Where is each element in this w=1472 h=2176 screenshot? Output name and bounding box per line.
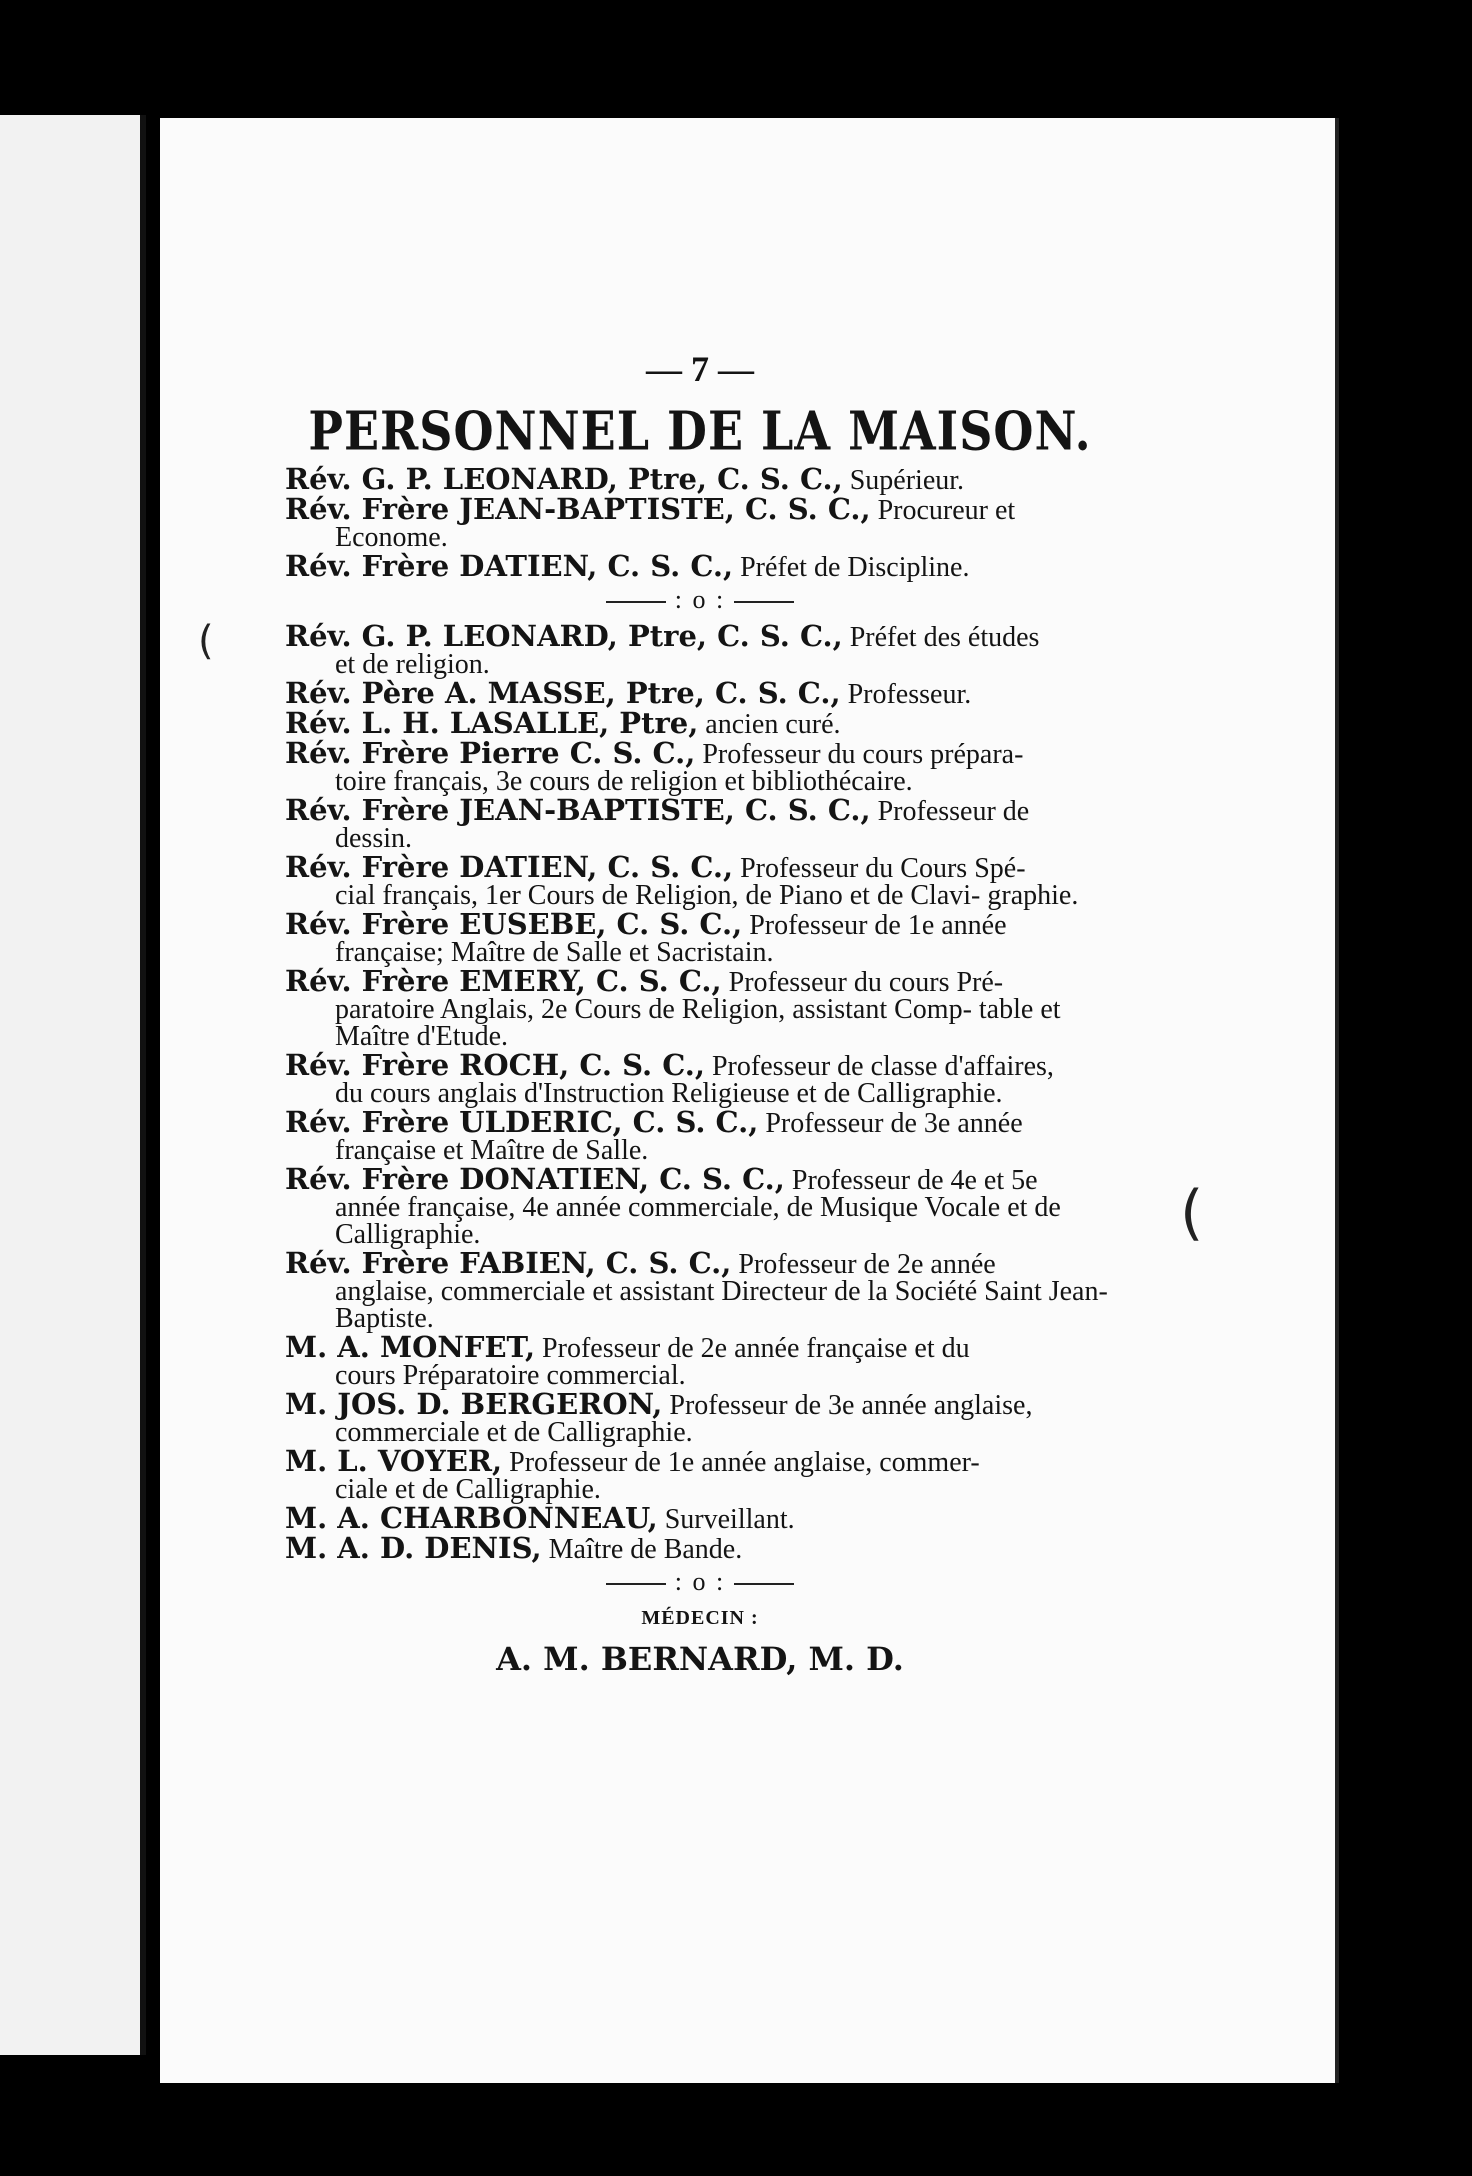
staff-name: Rév. G. P. LEONARD, Ptre, C. S. C., — [285, 619, 843, 653]
staff-role: Préfet des études — [842, 622, 1040, 653]
staff-role-continued: et de religion. — [335, 649, 490, 680]
staff-name: M. A. CHARBONNEAU, — [285, 1501, 658, 1535]
staff-role-continued: paratoire Anglais, 2e Cours de Religion, assistant Comp- table et Maître d'Etude. — [335, 994, 1061, 1052]
margin-pen-mark: ( — [198, 618, 214, 664]
staff-role: Préfet de Discipline. — [733, 552, 970, 583]
staff-role-continued: française et Maître de Salle. — [335, 1135, 649, 1166]
staff-role: Professeur du Cours Spé- — [733, 853, 1026, 884]
staff-role: Professeur de — [870, 796, 1030, 827]
staff-name: M. JOS. D. BERGERON, — [285, 1387, 663, 1421]
margin-pen-mark: ( — [1180, 1178, 1204, 1248]
staff-name: Rév. Frère DATIEN, C. S. C., — [285, 850, 734, 884]
staff-role: Supérieur. — [842, 465, 965, 496]
staff-list — [285, 619, 1115, 1565]
staff-name: Rév. Père A. MASSE, Ptre, C. S. C., — [285, 676, 841, 710]
staff-entry — [285, 1048, 1115, 1109]
adjacent-page — [0, 115, 145, 2055]
staff-role-continued: année française, 4e année commerciale, de Musique Vocale et de Calligraphie. — [335, 1192, 1061, 1250]
binding-edge — [140, 115, 146, 2055]
staff-name: M. A. D. DENIS, — [285, 1531, 542, 1565]
staff-name: Rév. Frère DATIEN, C. S. C., — [285, 549, 734, 583]
staff-name: Rév. Frère ROCH, C. S. C., — [285, 1048, 705, 1082]
staff-role: Professeur de 2e année — [731, 1249, 996, 1280]
staff-name: M. L. VOYER, — [285, 1444, 503, 1478]
staff-entry — [285, 676, 1115, 710]
staff-role: Professeur du cours Pré- — [721, 967, 1004, 998]
staff-entry — [285, 1501, 1115, 1535]
staff-role-continued: ciale et de Calligraphie. — [335, 1474, 601, 1505]
staff-role-continued: dessin. — [335, 823, 412, 854]
staff-role-continued: anglaise, commerciale et assistant Directeur de la Société Saint Jean-Baptiste. — [335, 1276, 1108, 1334]
medecin-label: MÉDECIN : — [641, 1607, 759, 1629]
staff-entry — [285, 793, 1115, 854]
staff-role: Professeur. — [840, 679, 972, 710]
staff-role-continued: du cours anglais d'Instruction Religieuse et de Calligraphie. — [335, 1078, 1003, 1109]
staff-role-continued: française; Maître de Salle et Sacristain. — [335, 937, 774, 968]
separator: : o : — [285, 585, 1115, 615]
staff-name: Rév. Frère EMERY, C. S. C., — [285, 964, 722, 998]
staff-entry — [285, 706, 1115, 740]
page-title: PERSONNEL DE LA MAISON. — [308, 399, 1092, 463]
staff-name: Rév. Frère JEAN-BAPTISTE, C. S. C., — [285, 793, 871, 827]
staff-name: Rév. Frère JEAN-BAPTISTE, C. S. C., — [285, 492, 871, 526]
staff-entry — [285, 1246, 1115, 1334]
staff-entry — [285, 549, 1115, 583]
staff-role: Professeur de 3e année — [758, 1108, 1023, 1139]
staff-name: Rév. Frère EUSEBE, C. S. C., — [285, 907, 743, 941]
staff-entry — [285, 1531, 1115, 1565]
staff-role: Professeur de 1e année — [742, 910, 1007, 941]
staff-entry — [285, 736, 1115, 797]
staff-name: Rév. Frère Pierre C. S. C., — [285, 736, 696, 770]
staff-entry — [285, 619, 1115, 680]
staff-entry — [285, 1330, 1115, 1391]
directors-list — [285, 462, 1115, 583]
staff-entry — [285, 492, 1115, 553]
medecin-name: A. M. BERNARD, M. D. — [496, 1640, 904, 1678]
staff-role: Maître de Bande. — [541, 1534, 743, 1565]
staff-role: Surveillant. — [657, 1504, 795, 1535]
staff-entry — [285, 850, 1115, 911]
separator: : o : — [285, 1567, 1115, 1597]
staff-role: Professeur de classe d'affaires, — [704, 1051, 1054, 1082]
staff-entry — [285, 907, 1115, 968]
staff-entry — [285, 1105, 1115, 1166]
staff-role: Professeur de 3e année anglaise, — [662, 1390, 1033, 1421]
staff-role: Professeur de 1e année anglaise, commer- — [502, 1447, 980, 1478]
page-number: — 7 — — [646, 349, 754, 389]
staff-entry — [285, 1162, 1115, 1250]
staff-role: Professeur du cours prépara- — [695, 739, 1024, 770]
page-content — [285, 348, 1115, 1678]
staff-name: Rév. Frère FABIEN, C. S. C., — [285, 1246, 732, 1280]
staff-name: Rév. Frère ULDERIC, C. S. C., — [285, 1105, 759, 1139]
staff-entry — [285, 1387, 1115, 1448]
staff-entry — [285, 964, 1115, 1052]
staff-role-continued: cial français, 1er Cours de Religion, de Piano et de Clavi- graphie. — [335, 880, 1079, 911]
staff-role-continued: Econome. — [335, 522, 448, 553]
staff-name: Rév. L. H. LASALLE, Ptre, — [285, 706, 699, 740]
staff-role: Professeur de 4e et 5e — [784, 1165, 1038, 1196]
staff-role: ancien curé. — [698, 709, 841, 740]
staff-role: Professeur de 2e année française et du — [535, 1333, 970, 1364]
staff-name: Rév. G. P. LEONARD, Ptre, C. S. C., — [285, 462, 843, 496]
document-page — [160, 118, 1339, 2083]
staff-role-continued: commerciale et de Calligraphie. — [335, 1417, 693, 1448]
staff-role-continued: cours Préparatoire commercial. — [335, 1360, 686, 1391]
staff-name: M. A. MONFET, — [285, 1330, 536, 1364]
staff-role: Procureur et — [870, 495, 1016, 526]
staff-entry — [285, 1444, 1115, 1505]
staff-role-continued: toire français, 3e cours de religion et bibliothécaire. — [335, 766, 913, 797]
staff-name: Rév. Frère DONATIEN, C. S. C., — [285, 1162, 785, 1196]
staff-entry — [285, 462, 1115, 496]
